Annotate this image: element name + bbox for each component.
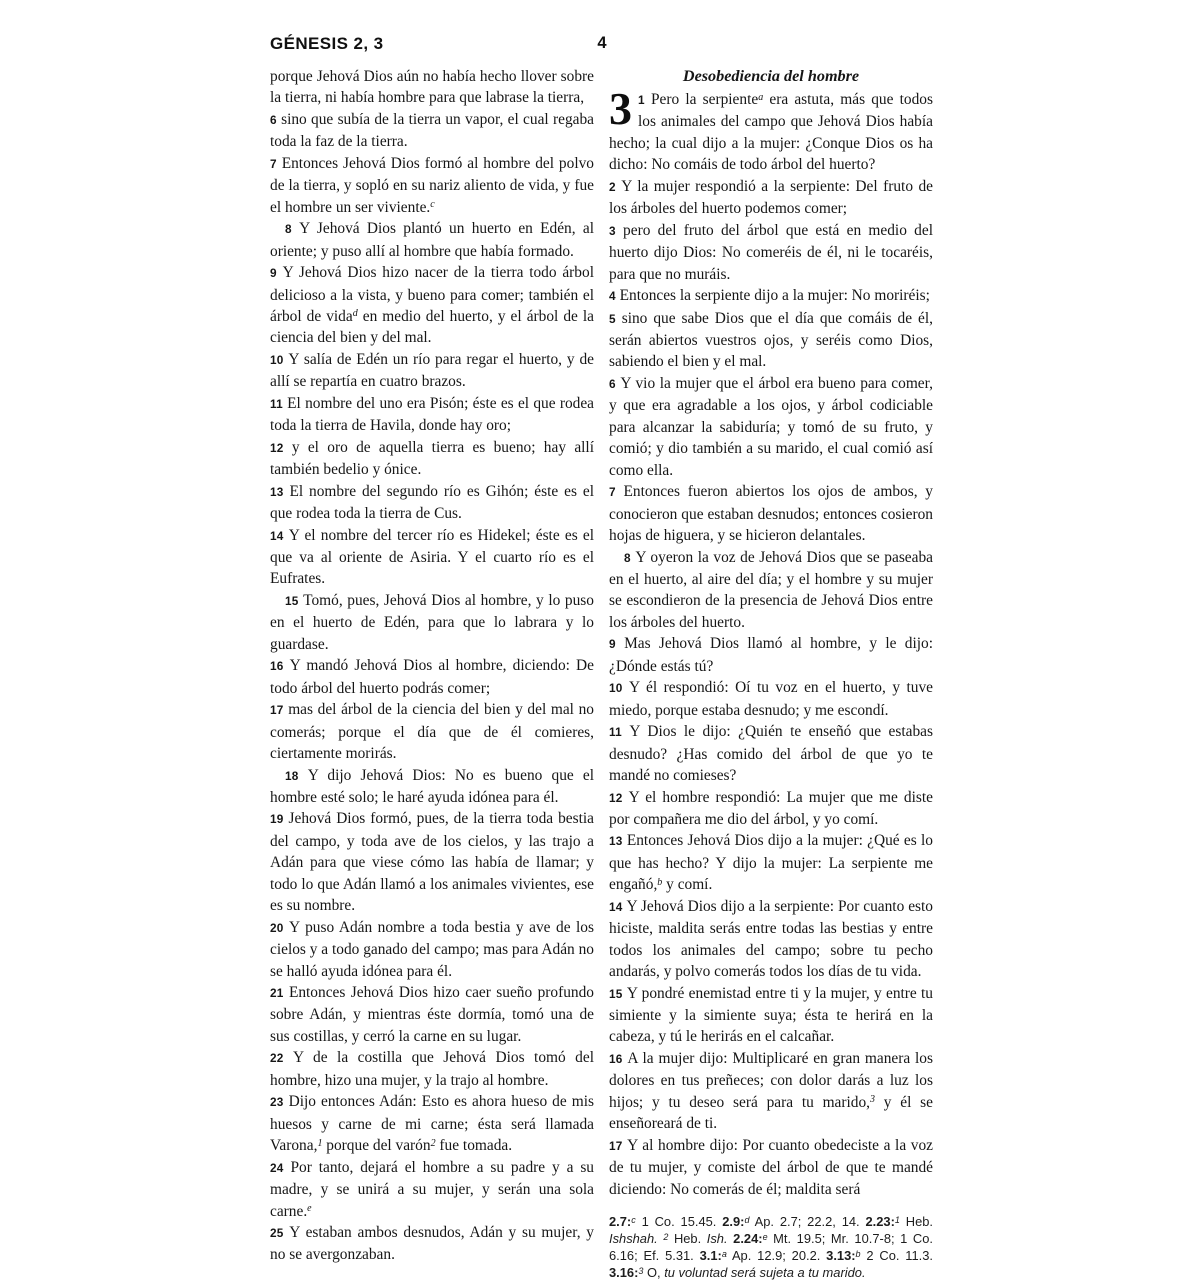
- verse-number: 21: [270, 986, 284, 1001]
- verse-number: 13: [270, 484, 284, 499]
- verse-5: 5 sino que sabe Dios que el día que comáis de él, serán abiertos vuestros ojos, y seréis como Dios, sabiendo el bien y el mal.: [609, 309, 933, 371]
- verse-8: 8 Y oyeron la voz de Jehová Dios que se paseaba en el huerto, al aire del día; y el hombre y su mujer se escondieron de la presencia de Jehová Dios entre los árboles del huerto.: [609, 548, 933, 631]
- verse-number: 6: [609, 376, 616, 391]
- verse-11: 11 El nombre del uno era Pisón; éste es el que rodea toda la tierra de Havila, donde hay oro;: [270, 394, 594, 435]
- footnote-verse-ref: 2.24:: [733, 1231, 763, 1247]
- footnote-reference-mark: d: [352, 308, 358, 320]
- verse-15: 15 Tomó, pues, Jehová Dios al hombre, y lo puso en el huerto de Edén, para que lo labrara y lo guardase.: [270, 591, 594, 653]
- footnote-verse-ref: 2.9:: [722, 1214, 745, 1230]
- verse-number: 4: [609, 289, 616, 304]
- verse-7: 7 Entonces Jehová Dios formó al hombre del polvo de la tierra, y sopló en su nariz aliento de vida, y fue el hombre un ser viviente.$^c$: [270, 154, 594, 216]
- verse-14: 14 Y el nombre del tercer río es Hidekel; éste es el que va al oriente de Asiria. Y el cuarto río es el Eufrates.: [270, 526, 594, 588]
- verse-number: 17: [270, 703, 284, 718]
- footnote-reference-mark: 3: [638, 1265, 644, 1276]
- verse-number: 8: [285, 222, 292, 237]
- verse-22: 22 Y de la costilla que Jehová Dios tomó del hombre, hizo una mujer, y la trajo al hombre.: [270, 1049, 594, 1089]
- verse-16: 16 A la mujer dijo: Multiplicaré en gran manera los dolores en tus preñeces; con dolor darás a luz los hijos; y tu deseo será para tu marido,$^3$ y él se enseñoreará de ti.: [609, 1049, 933, 1133]
- verse-13: 13 Entonces Jehová Dios dijo a la mujer: ¿Qué es lo que has hecho? Y dijo la mujer: La serpiente me engañó,$^b$ y comí.: [609, 832, 933, 894]
- footnote-reference-mark: 3: [870, 1094, 876, 1106]
- verse-number: 11: [270, 396, 283, 411]
- verse-number: 2: [609, 179, 616, 194]
- verse-19: 19 Jehová Dios formó, pues, de la tierra toda bestia del campo, y toda ave de los cielos, y las trajo a Adán para que viese cómo las había de llamar; y todo lo que Adán llamó a los animales vivientes, ese es su nombre.: [270, 810, 594, 915]
- verse-10: 10 Y él respondió: Oí tu voz en el huerto, y tuve miedo, porque estaba desnudo; y me escondí.: [609, 679, 933, 719]
- verse-23: 23 Dijo entonces Adán: Esto es ahora hueso de mis huesos y carne de mi carne; ésta será llamada Varona,$^1$ porque del varón$^2$ fue tomada.: [270, 1093, 594, 1155]
- footnote-verse-ref: 2.7:: [609, 1214, 632, 1230]
- footnote-verse-ref: 2.23:: [865, 1214, 895, 1230]
- footnote-reference-mark: a: [721, 1248, 727, 1259]
- verse-number: 15: [609, 986, 623, 1001]
- verse-number: 20: [270, 920, 284, 935]
- verse-number: 9: [270, 266, 277, 281]
- right-column: [609, 66, 933, 1281]
- verse-number: 24: [270, 1160, 284, 1175]
- verse-12: 12 Y el hombre respondió: La mujer que me diste por compañera me dio del árbol, y yo comí.: [609, 788, 933, 828]
- footnote-verse-ref: 3.16:: [609, 1265, 639, 1281]
- footnote-reference-mark: b: [855, 1248, 861, 1259]
- verse-number: 23: [270, 1095, 284, 1110]
- footnote-reference-mark: a: [758, 91, 764, 103]
- verse-number: 10: [609, 681, 623, 696]
- footnote-italic-text: Ish.: [706, 1231, 728, 1247]
- verse-12: 12 y el oro de aquella tierra es bueno; hay allí también bedelio y ónice.: [270, 438, 594, 479]
- verse-number: 12: [609, 790, 623, 805]
- footnote-italic-text: tu voluntad será sujeta a tu marido.: [664, 1265, 866, 1281]
- running-title: GÉNESIS 2, 3: [270, 34, 384, 53]
- verse-21: 21 Entonces Jehová Dios hizo caer sueño profundo sobre Adán, y mientras éste dormía, tomó una de sus costillas, y cerró la carne en su lugar.: [270, 984, 594, 1045]
- verse-number: 22: [270, 1051, 284, 1066]
- footnote-reference-mark: 1: [894, 1214, 900, 1225]
- verse-20: 20 Y puso Adán nombre a toda bestia y ave de los cielos y a todo ganado del campo; mas para Adán no se halló ayuda idónea para él.: [270, 918, 594, 980]
- verse-18: 18 Y dijo Jehová Dios: No es bueno que el hombre esté solo; le haré ayuda idónea para él.: [270, 766, 594, 806]
- verse-number: 19: [270, 812, 284, 827]
- verse-number: 16: [270, 659, 284, 674]
- footnote-reference-mark: b: [657, 876, 663, 888]
- verse-number: 14: [609, 899, 623, 914]
- verse-2: 2 Y la mujer respondió a la serpiente: Del fruto de los árboles del huerto podemos comer;: [609, 177, 933, 218]
- footnote-reference-mark: c: [430, 199, 435, 211]
- footnote-reference-mark: 2: [663, 1231, 669, 1242]
- verse-number: 16: [609, 1051, 623, 1066]
- verse-number: 14: [270, 528, 284, 543]
- verse-number: 7: [609, 485, 616, 500]
- verse-number: 25: [270, 1226, 284, 1241]
- verse-4: 4 Entonces la serpiente dijo a la mujer: No moriréis;: [609, 287, 930, 305]
- verse-number: 11: [609, 725, 622, 740]
- footnotes: 2.7:$^c$ 1 Co. 15.45. 2.9:$^d$ Ap. 2.7; 22.2, 14. 2.23:$^1$ Heb. Ishshah. $^2$ Heb. Ish. 2.24:$^e$ Mt. 19.5; Mr. 10.7-8; 1 Co. 6.16; Ef. 5.31. 3.1:$^a$ Ap. 12.9; 20.2. 3.13:$^b$ 2 Co. 11.3. 3.16:$^3$ O, tu voluntad será sujeta a tu marido.: [609, 1214, 933, 1281]
- verse-7: 7 Entonces fueron abiertos los ojos de ambos, y conocieron que estaban desnudos; entonces cosieron hojas de higuera, y se hicieron delantales.: [609, 483, 933, 545]
- page-header: [270, 34, 934, 66]
- verse-10: 10 Y salía de Edén un río para regar el huerto, y de allí se repartía en cuatro brazos.: [270, 350, 594, 391]
- verse-6: 6 Y vio la mujer que el árbol era bueno para comer, y que era agradable a los ojos, y árbol codiciable para alcanzar la sabiduría; y tomó de su fruto, y comió; y dio también a su marido, el cual comió así como ella.: [609, 374, 933, 479]
- verse-15: 15 Y pondré enemistad entre ti y la mujer, y entre tu simiente y la simiente suya; ésta te herirá en la cabeza, y tú le herirás en el calcañar.: [609, 984, 933, 1046]
- page-content: [270, 34, 934, 1281]
- footnote-verse-ref: 3.1:: [699, 1248, 722, 1264]
- verse-13: 13 El nombre del segundo río es Gihón; éste es el que rodea toda la tierra de Cus.: [270, 482, 594, 523]
- verse-16: 16 Y mandó Jehová Dios al hombre, diciendo: De todo árbol del huerto podrás comer;: [270, 657, 594, 697]
- verse-continuation: porque Jehová Dios aún no había hecho llover sobre la tierra, ni había hombre para que labrase la tierra,: [270, 68, 594, 107]
- verse-number: 18: [285, 768, 299, 783]
- section-heading: Desobediencia del hombre: [682, 67, 860, 85]
- verse-8: 8 Y Jehová Dios plantó un huerto en Edén, al oriente; y puso allí al hombre que había formado.: [270, 220, 594, 260]
- verse-17: 17 Y al hombre dijo: Por cuanto obedeciste a la voz de tu mujer, y comiste del árbol de que te mandé diciendo: No comerás de él; maldita será: [609, 1136, 933, 1198]
- verse-number: 15: [285, 593, 299, 608]
- verse-24: 24 Por tanto, dejará el hombre a su padre y a su madre, y se unirá a su mujer, y serán una sola carne.$^e$: [270, 1158, 594, 1220]
- verse-17: 17 mas del árbol de la ciencia del bien y del mal no comerás; porque el día que de él comieres, ciertamente morirás.: [270, 701, 594, 763]
- chapter-number-dropcap: 3: [609, 83, 632, 134]
- verse-11: 11 Y Dios le dijo: ¿Quién te enseñó que estabas desnudo? ¿Has comido del árbol de que yo te mandé no comieses?: [609, 723, 933, 785]
- verse-number: 9: [609, 637, 616, 652]
- footnote-italic-text: Ishshah.: [609, 1231, 658, 1247]
- verse-number: 12: [270, 440, 284, 455]
- page-number: 4: [597, 34, 607, 52]
- verse-number: 3: [609, 223, 616, 238]
- verse-9: 9 Mas Jehová Dios llamó al hombre, y le dijo: ¿Dónde estás tú?: [609, 635, 933, 675]
- verse-number: 1: [638, 93, 645, 107]
- verse-6: 6 sino que subía de la tierra un vapor, el cual regaba toda la faz de la tierra.: [270, 110, 594, 151]
- footnote-reference-mark: c: [631, 1214, 636, 1225]
- verse-number: 7: [270, 156, 277, 171]
- verse-14: 14 Y Jehová Dios dijo a la serpiente: Por cuanto esto hiciste, maldita serás entre todas las bestias y entre todos los animales del campo; sobre tu pecho andarás, y polvo comerás todos los días de tu vida.: [609, 897, 933, 981]
- verse-number: 8: [624, 550, 631, 565]
- verse-number: 10: [270, 352, 284, 367]
- verse-number: 13: [609, 834, 623, 849]
- text-columns: [270, 66, 934, 1281]
- footnote-reference-mark: e: [307, 1203, 312, 1215]
- verse-1: 3 1 Pero la serpiente$^a$ era astuta, más que todos los animales del campo que Jehová Dios había hecho; la cual dijo a la mujer: ¿Conque Dios os ha dicho: No comáis de todo árbol del huerto?: [609, 83, 933, 174]
- footnote-reference-mark: 1: [317, 1137, 323, 1149]
- verse-number: 5: [609, 311, 616, 326]
- verse-9: 9 Y Jehová Dios hizo nacer de la tierra todo árbol delicioso a la vista, y bueno para comer; también el árbol de vida$^d$ en medio del huerto, y el árbol de la ciencia del bien y del mal.: [270, 264, 595, 347]
- left-column: [270, 66, 594, 1266]
- verse-25: 25 Y estaban ambos desnudos, Adán y su mujer, y no se avergonzaban.: [270, 1224, 595, 1264]
- verse-3: 3 pero del fruto del árbol que está en medio del huerto dijo Dios: No comeréis de él, ni le tocaréis, para que no muráis.: [609, 221, 933, 283]
- footnote-verse-ref: 3.13:: [826, 1248, 856, 1264]
- footnote-reference-mark: d: [744, 1214, 750, 1225]
- verse-number: 17: [609, 1138, 623, 1153]
- verse-number: 6: [270, 112, 277, 127]
- chapter-3-text: [609, 83, 933, 1200]
- footnote-reference-mark: 2: [430, 1137, 436, 1149]
- footnote-reference-mark: e: [762, 1231, 768, 1242]
